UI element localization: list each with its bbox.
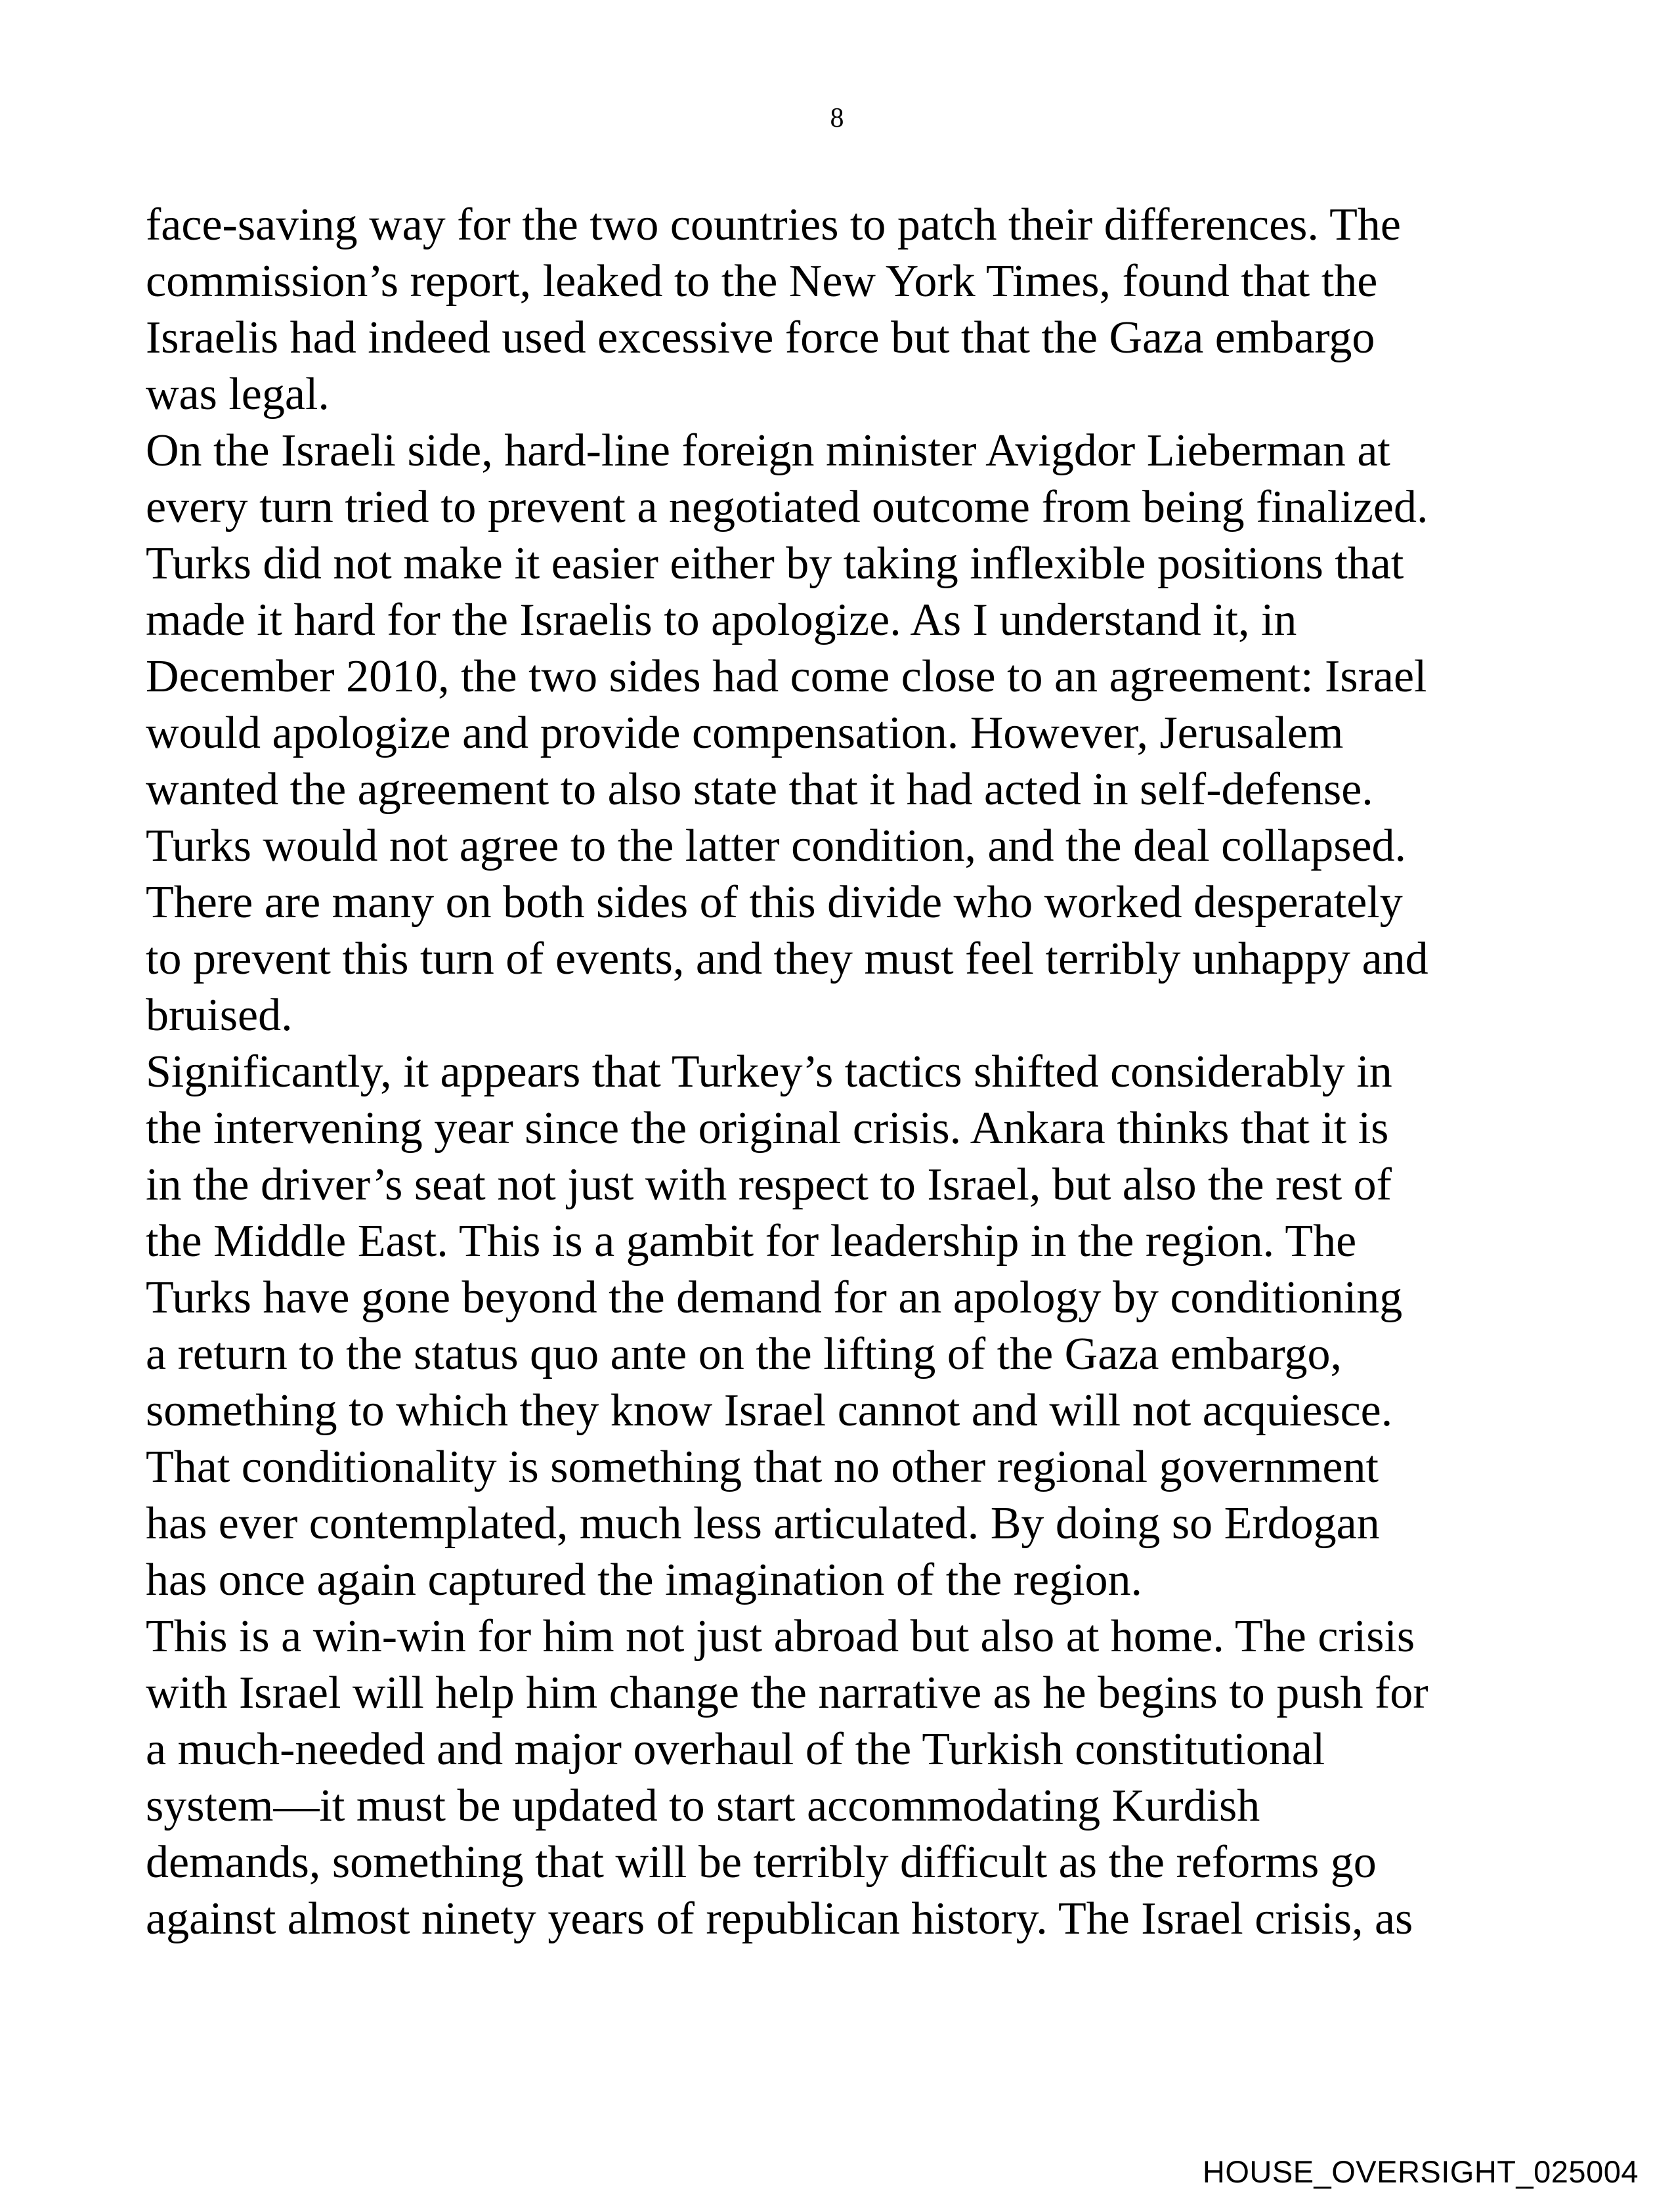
text-line: wanted the agreement to also state that it had acted in self-defense. [146, 764, 1373, 815]
text-line: every turn tried to prevent a negotiated outcome from being finalized. [146, 482, 1428, 532]
text-line: face-saving way for the two countries to patch their differences. The [146, 200, 1401, 250]
text-line: Israelis had indeed used excessive force but that the Gaza embargo [146, 313, 1375, 363]
body-text [146, 197, 1557, 1947]
text-line: demands, something that will be terribly difficult as the reforms go [146, 1837, 1377, 1888]
text-line: system—it must be updated to start accommodating Kurdish [146, 1781, 1260, 1831]
text-line: Significantly, it appears that Turkey’s tactics shifted considerably in [146, 1047, 1392, 1097]
text-line: something to which they know Israel cannot and will not acquiesce. [146, 1385, 1393, 1436]
text-line: Turks would not agree to the latter condition, and the deal collapsed. [146, 821, 1407, 871]
text-line: made it hard for the Israelis to apologize. As I understand it, in [146, 595, 1297, 645]
text-line: a return to the status quo ante on the lifting of the Gaza embargo, [146, 1329, 1342, 1379]
text-line: in the driver’s seat not just with respect to Israel, but also the rest of [146, 1160, 1392, 1210]
text-line: has once again captured the imagination of the region. [146, 1555, 1143, 1605]
text-line: would apologize and provide compensation. However, Jerusalem [146, 708, 1344, 758]
text-line: commission’s report, leaked to the New York Times, found that the [146, 256, 1378, 307]
text-line: with Israel will help him change the narrative as he begins to push for [146, 1668, 1428, 1718]
text-line: Turks have gone beyond the demand for an apology by conditioning [146, 1272, 1403, 1323]
text-line: On the Israeli side, hard-line foreign minister Avigdor Lieberman at [146, 425, 1390, 476]
text-line: the Middle East. This is a gambit for leadership in the region. The [146, 1216, 1357, 1267]
text-line: a much-needed and major overhaul of the Turkish constitutional [146, 1724, 1325, 1775]
text-line: This is a win-win for him not just abroad but also at home. The crisis [146, 1611, 1415, 1662]
text-line: to prevent this turn of events, and they must feel terribly unhappy and [146, 934, 1428, 984]
text-line: December 2010, the two sides had come close to an agreement: Israel [146, 651, 1427, 702]
text-line: There are many on both sides of this divide who worked desperately [146, 877, 1403, 928]
text-line: has ever contemplated, much less articulated. By doing so Erdogan [146, 1498, 1380, 1549]
text-line: the intervening year since the original crisis. Ankara thinks that it is [146, 1103, 1389, 1154]
text-line: Turks did not make it easier either by taking inflexible positions that [146, 538, 1404, 589]
text-line: was legal. [146, 369, 330, 420]
page-number: 8 [830, 103, 844, 133]
text-line: That conditionality is something that no other regional government [146, 1442, 1379, 1492]
text-line: bruised. [146, 990, 293, 1041]
text-line: against almost ninety years of republican history. The Israel crisis, as [146, 1894, 1413, 1944]
document-id-footer: HOUSE_OVERSIGHT_025004 [1202, 2154, 1639, 2189]
